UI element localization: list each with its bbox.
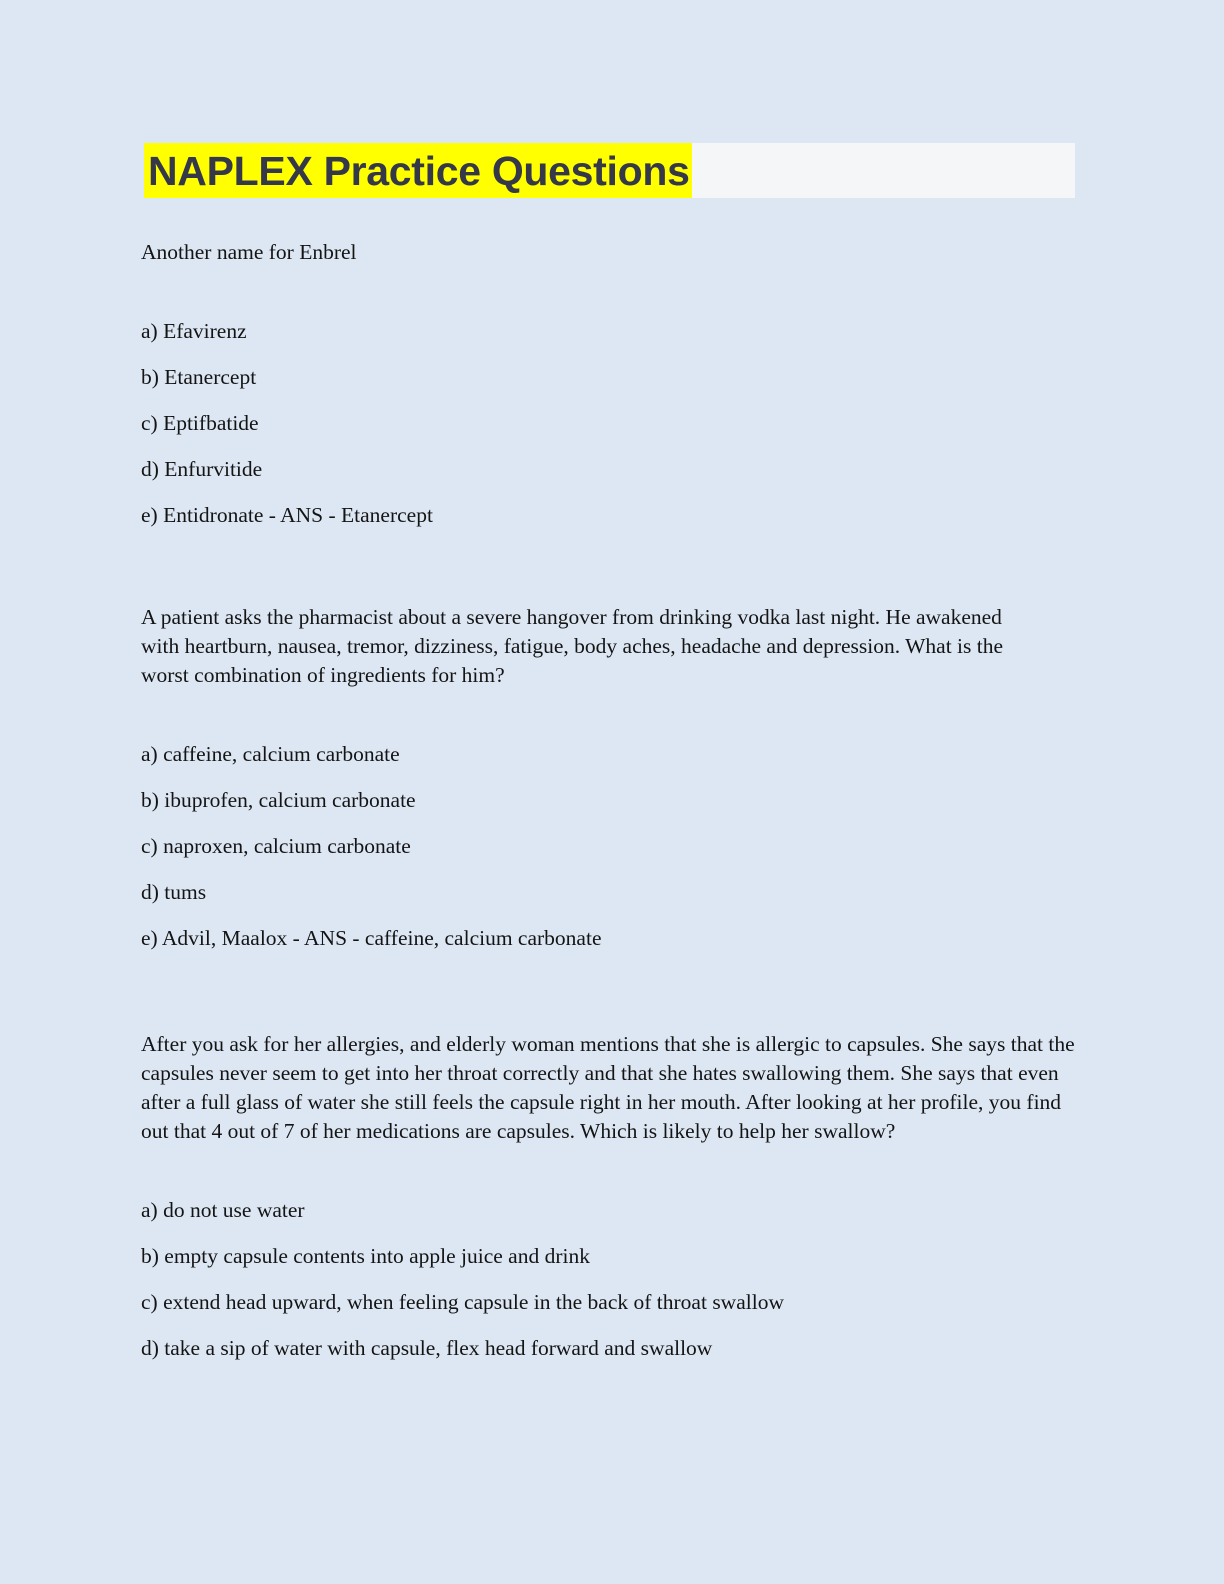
document-body: [141, 238, 1081, 1380]
option-item[interactable]: b) ibuprofen, calcium carbonate: [141, 788, 416, 812]
spacer: [141, 547, 1081, 603]
question-block-3: [141, 1030, 1081, 1362]
spacer: [141, 267, 1081, 317]
question-prompt: After you ask for her allergies, and elderly woman mentions that she is allergic to capsules. She says that the capsules never seem to get into her throat correctly and that she hates swallowing them. She says that even after a full glass of water she still feels the capsule right in her mouth. After looking at her profile, you find out that 4 out of 7 of her medications are capsules. Which is likely to help her swallow?: [141, 1032, 1075, 1143]
option-item[interactable]: a) do not use water: [141, 1198, 305, 1222]
option-item[interactable]: d) take a sip of water with capsule, flex head forward and swallow: [141, 1336, 713, 1360]
option-list-2: [141, 740, 1081, 952]
question-prompt: Another name for Enbrel: [141, 240, 357, 264]
option-item[interactable]: d) Enfurvitide: [141, 457, 263, 481]
option-item[interactable]: c) naproxen, calcium carbonate: [141, 834, 411, 858]
spacer: [141, 690, 1081, 740]
option-list-1: [141, 317, 1081, 529]
option-item[interactable]: a) Efavirenz: [141, 319, 247, 343]
question-prompt: A patient asks the pharmacist about a severe hangover from drinking vodka last night. He awakened with heartburn, nausea, tremor, dizziness, fatigue, body aches, headache and depression. What is the worst combination of ingredients for him?: [141, 605, 1004, 687]
spacer: [141, 970, 1081, 1030]
option-item[interactable]: a) caffeine, calcium carbonate: [141, 742, 400, 766]
option-item[interactable]: e) Advil, Maalox - ANS - caffeine, calcium carbonate: [141, 926, 602, 950]
spacer: [141, 1146, 1081, 1196]
option-item[interactable]: c) Eptifbatide: [141, 411, 259, 435]
option-list-3: [141, 1196, 1081, 1362]
option-item[interactable]: d) tums: [141, 880, 207, 904]
option-item[interactable]: b) Etanercept: [141, 365, 257, 389]
question-block-1: [141, 238, 1081, 529]
title-highlight: [144, 143, 692, 198]
option-item[interactable]: c) extend head upward, when feeling capsule in the back of throat swallow: [141, 1290, 784, 1314]
option-item[interactable]: b) empty capsule contents into apple juice and drink: [141, 1244, 590, 1268]
option-item[interactable]: e) Entidronate - ANS - Etanercept: [141, 503, 433, 527]
page-title: NAPLEX Practice Questions: [148, 147, 690, 194]
question-block-2: [141, 603, 1081, 952]
